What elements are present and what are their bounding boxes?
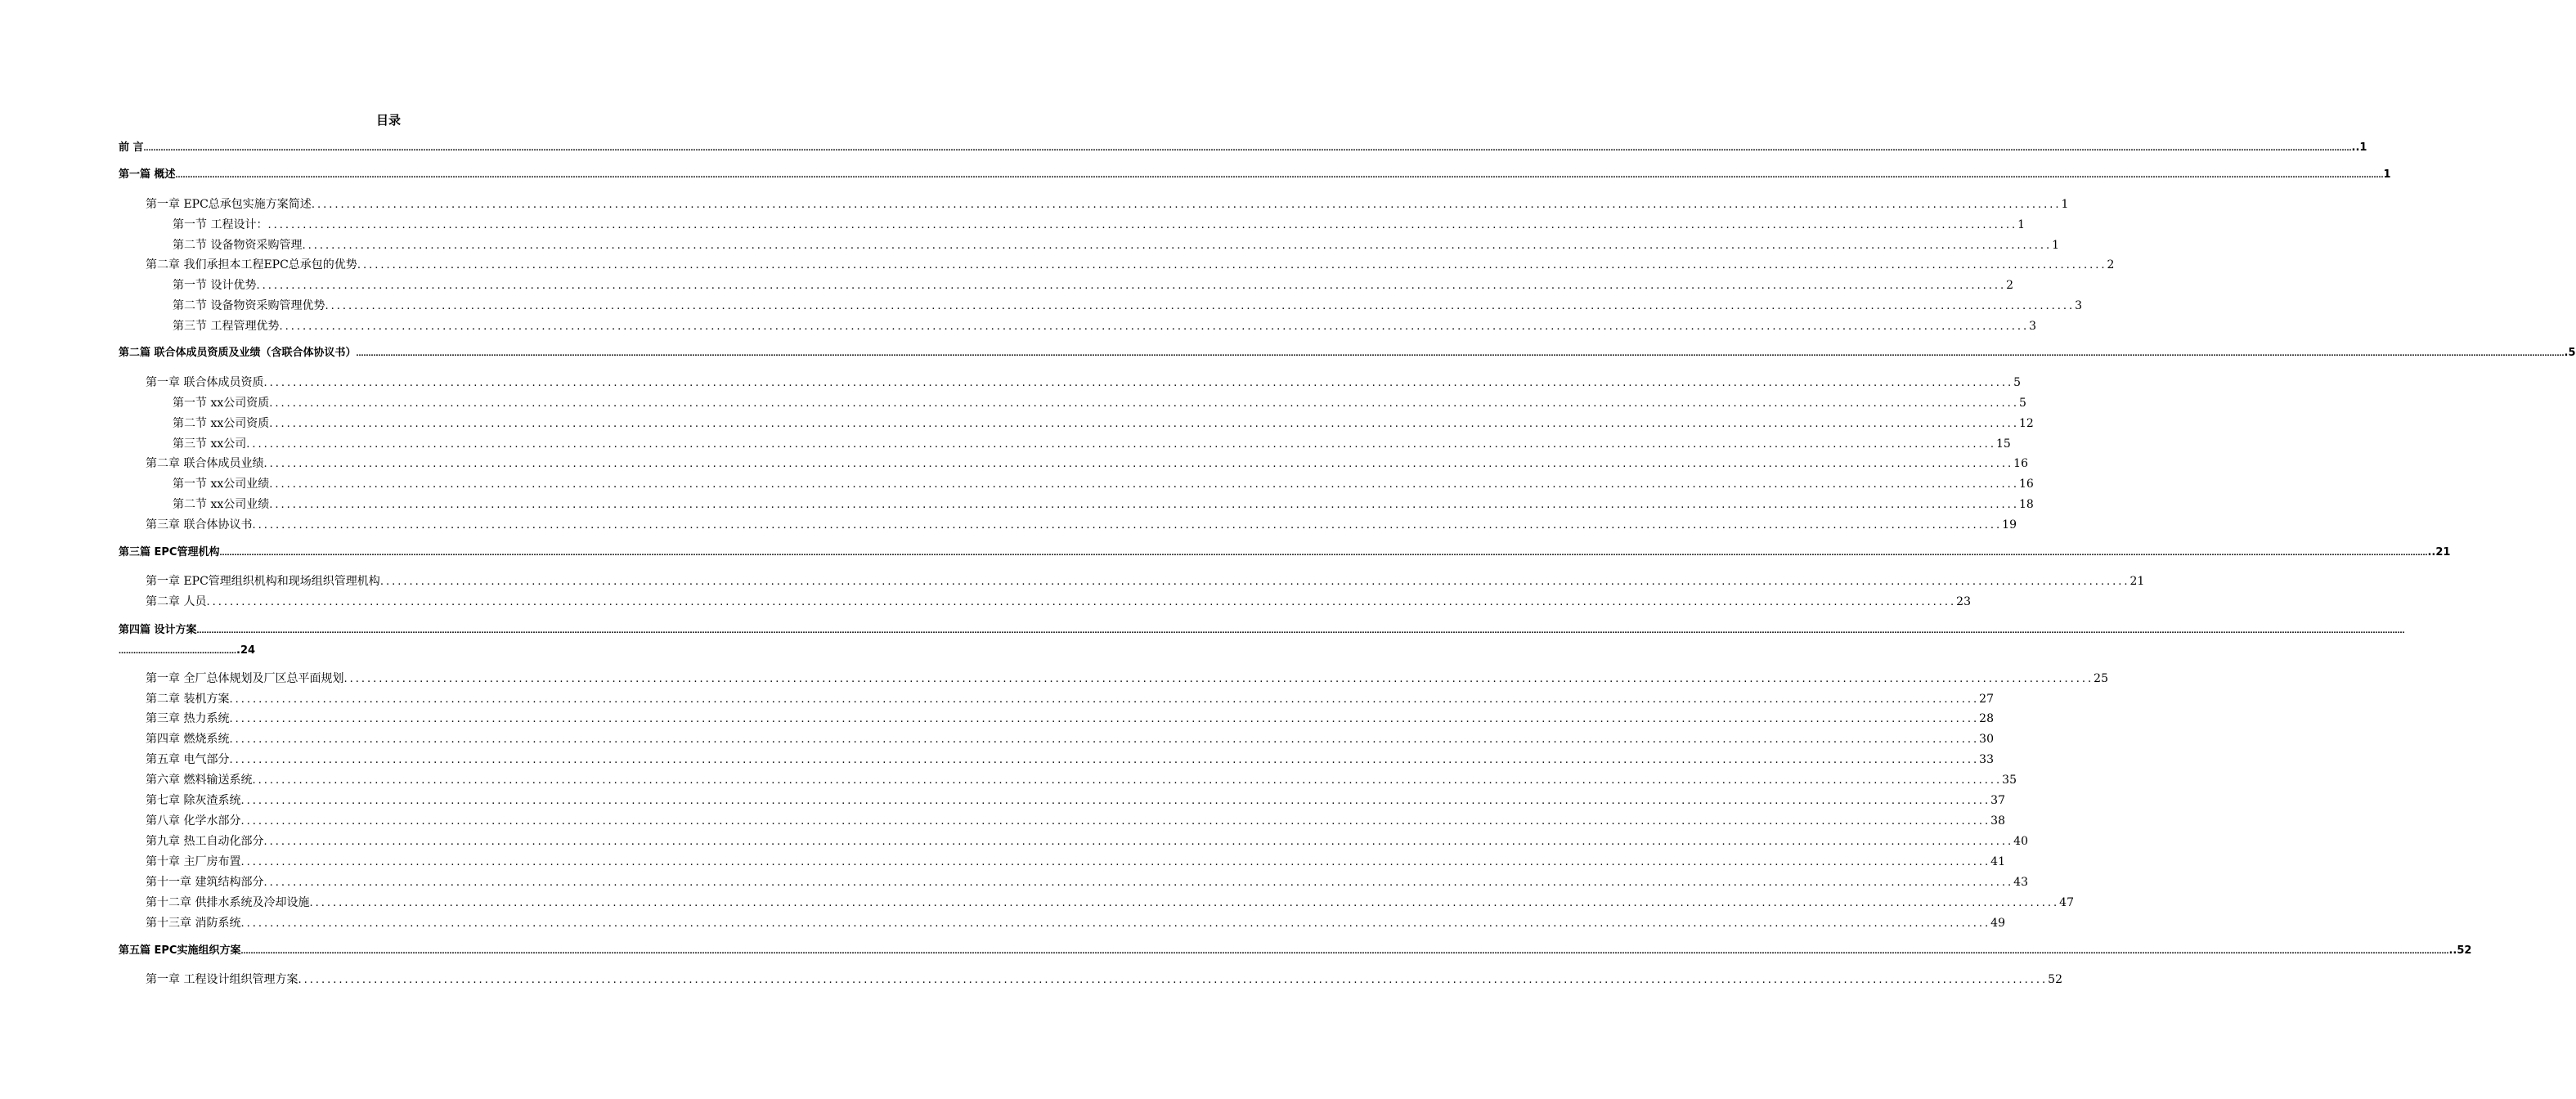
leader-dots: ............................................................................................................................................................................................................................................................................................................ [343,673,2094,685]
page-number: .5 [2564,347,2576,359]
entry-title: 第一章 工程设计组织管理方案 [146,973,298,986]
leader-dots: ............................................................................................................................................................................................................................................................................................................ [263,458,2014,470]
page-number: 35 [2002,774,2017,787]
entry-title: 第三节 工程管理优势 [173,320,280,333]
toc-entry-chap[interactable] [146,256,2115,274]
entry-title: 第四章 燃烧系统 [146,733,230,746]
toc-entry-chap[interactable] [146,730,1994,748]
toc-entry-chap[interactable] [146,873,2028,891]
leader-dots: ............................................................................................................................................................................................................................................................................................................ [279,321,2030,333]
leader-dots: ……………………………………………………………………………………………………………………………………………………………………………………………………………………………………………………………………………………………………………………………………………………………………………………………………………………………………………………………………………………………………………………………………………………………………………………………………………………………………………………………………………………………………………………………………………………………………………………………………………………………… [219,550,2428,558]
leader-dots: ............................................................................................................................................................................................................................................................................................................ [269,418,2019,430]
toc-entry-chap[interactable] [146,771,2017,789]
entry-title: 第三篇 EPC管理机构 [119,546,220,558]
leader-dots: ............................................................................................................................................................................................................................................................................................................ [263,377,2014,389]
entry-title: 第十章 主厂房布置 [146,855,241,868]
page-number: 43 [2013,876,2028,889]
leader-dots: ............................................................................................................................................................................................................................................................................................................ [229,754,1980,766]
page-number: ..52 [2448,944,2472,957]
toc-entry-sec[interactable] [173,475,2034,493]
leader-dots: ……………………………………………………………………………………………………………………………………………………………………………………………………………………………………………………………………………………………………………………………………………………………………………………………………………………………………………………………………………………………………………………………………………………………………………………………………………………………………………………………………………………………………………………………………………………………………………………………………………………………… [196,627,2405,635]
entry-title: 第二章 我们承担本工程EPC总承包的优势 [146,258,357,271]
page-number: 16 [2013,457,2028,470]
leader-dots: ………………………………………… [119,648,236,656]
entry-title: 第九章 热工自动化部分 [146,835,264,848]
entry-title: 第八章 化学水部分 [146,814,241,828]
leader-dots: ............................................................................................................................................................................................................................................................................................................ [229,713,1980,725]
leader-dots: ............................................................................................................................................................................................................................................................................................................ [252,774,2003,787]
page-number: 1 [2052,239,2060,252]
page-number: 40 [2013,835,2028,848]
entry-title: 第七章 除灰渣系统 [146,794,241,807]
toc-entry-chap[interactable] [146,690,1994,708]
leader-dots: ............................................................................................................................................................................................................................................................................................................ [298,974,2049,986]
toc-entry-part[interactable] [119,942,2472,960]
toc-entry-chap[interactable] [146,832,2028,850]
entry-title: 第一章 联合体成员资质 [146,376,264,389]
toc-entry-chap[interactable] [146,195,2069,213]
leader-dots: ............................................................................................................................................................................................................................................................................................................ [240,917,1991,930]
page-number: 28 [1979,712,1994,725]
page-number: 52 [2048,973,2062,986]
toc-entry-sec[interactable] [173,317,2037,335]
entry-title: 第二篇 联合体成员资质及业绩（含联合体协议书） [119,347,357,359]
page-number: 12 [2018,417,2034,430]
page-number: 3 [2075,299,2083,312]
toc-entry-sec[interactable] [173,496,2034,514]
leader-dots: ............................................................................................................................................................................................................................................................................................................ [240,795,1991,807]
leader-dots: ……………………………………………………………………………………………………………………………………………………………………………………………………………………………………………………………………………………………………………………………………………………………………………………………………………………………………………………………………………………………………………………………………………………………………………………………………………………………………………………………………………………………………………………………………………………………………………………………………………………………… [143,145,2352,153]
entry-title: 第二节 xx公司业绩 [173,498,270,511]
leader-dots: ............................................................................................................................................................................................................................................................................................................ [269,499,2019,511]
entry-title: 第二章 联合体成员业绩 [146,457,264,470]
page-number: 2 [2107,258,2115,271]
entry-title: 第六章 燃料输送系统 [146,774,253,787]
toc-entry-chap[interactable] [146,971,2062,989]
toc-entry-chap[interactable] [146,572,2145,590]
page-number: 1 [2383,168,2391,181]
leader-dots: ............................................................................................................................................................................................................................................................................................................ [269,478,2019,491]
entry-title: 前 言 [119,141,144,154]
toc-entry-sec[interactable] [173,394,2026,412]
toc-entry-chap[interactable] [146,853,2005,871]
toc-entry-sec[interactable] [173,236,2060,254]
entry-title: 第十三章 消防系统 [146,917,241,930]
page-number: 2 [2006,279,2014,292]
entry-title: 第五篇 EPC实施组织方案 [119,944,241,957]
page-number: 5 [2018,397,2026,410]
leader-dots: ............................................................................................................................................................................................................................................................................................................ [246,438,1996,451]
toc-entry-cont[interactable] [119,642,255,660]
page-number: 38 [1990,814,2005,828]
entry-title: 第一章 全厂总体规划及厂区总平面规划 [146,672,344,685]
leader-dots: ............................................................................................................................................................................................................................................................................................................ [256,280,2007,292]
toc-title: 目录 [375,113,401,128]
page-number: 33 [1979,753,1994,766]
entry-title: 第四篇 设计方案 [119,624,197,636]
leader-dots: ............................................................................................................................................................................................................................................................................................................ [311,199,2062,211]
leader-dots: ……………………………………………………………………………………………………………………………………………………………………………………………………………………………………………………………………………………………………………………………………………………………………………………………………………………………………………………………………………………………………………………………………………………………………………………………………………………………………………………………………………………………………………………………………………………………………………………………………………………………… [240,948,2449,956]
page-number: 15 [1995,437,2011,451]
leader-dots: ............................................................................................................................................................................................................................................................................................................ [229,693,1980,706]
entry-title: 第一章 EPC总承包实施方案简述 [146,198,312,211]
leader-dots: ............................................................................................................................................................................................................................................................................................................ [325,300,2076,312]
leader-dots: ............................................................................................................................................................................................................................................................................................................ [206,596,1957,608]
toc-entry-chap[interactable] [146,516,2017,534]
toc-entry-part[interactable] [119,344,2576,362]
entry-title: 第十一章 建筑结构部分 [146,876,264,889]
toc-entry-chap[interactable] [146,812,2005,830]
entry-title: 第二节 xx公司资质 [173,417,270,430]
page-number: ..1 [2351,141,2367,154]
toc-entry-chap[interactable] [146,751,1994,769]
entry-title: 第一章 EPC管理组织机构和现场组织管理机构 [146,575,380,588]
entry-title: 第三章 联合体协议书 [146,518,253,532]
page-number: .24 [236,644,256,657]
entry-title: 第一篇 概述 [119,168,176,181]
page-number: 37 [1990,794,2005,807]
leader-dots: ............................................................................................................................................................................................................................................................................................................ [309,897,2060,909]
entry-title: 第一节 工程设计： [173,218,268,231]
page-number: 19 [2002,518,2017,532]
leader-dots: ............................................................................................................................................................................................................................................................................................................ [263,877,2014,889]
leader-dots: ............................................................................................................................................................................................................................................................................................................ [263,836,2014,848]
page-number: 41 [1990,855,2005,868]
entry-title: 第五章 电气部分 [146,753,230,766]
entry-title: 第二章 装机方案 [146,693,230,706]
toc-entry-chap[interactable] [146,670,2108,688]
page-number: 23 [1956,595,1971,608]
leader-dots: ............................................................................................................................................................................................................................................................................................................ [252,519,2003,532]
toc-entry-chap[interactable] [146,374,2022,392]
page-number: 49 [1990,917,2005,930]
page-number: 25 [2094,672,2108,685]
toc-entry-chap[interactable] [146,455,2028,473]
leader-dots: ............................................................................................................................................................................................................................................................................................................ [240,815,1991,828]
toc-entry-part[interactable] [119,139,2367,157]
page-number: ..21 [2427,546,2451,558]
toc-entry-sec[interactable] [173,415,2034,433]
toc-entry-part[interactable] [119,544,2451,562]
page-number: 1 [2017,218,2026,231]
page-number: 30 [1979,733,1994,746]
leader-dots: ............................................................................................................................................................................................................................................................................................................ [302,240,2053,252]
entry-title: 第一节 xx公司资质 [173,397,270,410]
toc-entry-part[interactable] [119,621,2405,639]
leader-dots: ............................................................................................................................................................................................................................................................................................................ [267,219,2018,231]
toc-entry-sec[interactable] [173,297,2083,315]
toc-entry-sec[interactable] [173,276,2014,294]
entry-title: 第十二章 供排水系统及冷却设施 [146,896,310,909]
leader-dots: ............................................................................................................................................................................................................................................................................................................ [357,259,2107,271]
entry-title: 第二节 设备物资采购管理 [173,239,303,252]
entry-title: 第二章 人员 [146,595,207,608]
toc-entry-chap[interactable] [146,593,1971,611]
leader-dots: ……………………………………………………………………………………………………………………………………………………………………………………………………………………………………………………………………………………………………………………………………………………………………………………………………………………………………………………………………………………………………………………………………………………………………………………………………………………………………………………………………………………………………………………………………………………………………………………………………………………………… [356,350,2565,358]
leader-dots: ............................................................................................................................................................................................................................................................................................................ [229,733,1980,746]
leader-dots: ……………………………………………………………………………………………………………………………………………………………………………………………………………………………………………………………………………………………………………………………………………………………………………………………………………………………………………………………………………………………………………………………………………………………………………………………………………………………………………………………………………………………………………………………………………………………………………………………………………………………… [175,172,2384,180]
toc-entry-sec[interactable] [173,435,2011,453]
page-number: 5 [2013,376,2022,389]
toc-entry-chap[interactable] [146,894,2074,912]
page-number: 3 [2029,320,2037,333]
entry-title: 第三章 热力系统 [146,712,230,725]
entry-title: 第二节 设备物资采购管理优势 [173,299,325,312]
leader-dots: ............................................................................................................................................................................................................................................................................................................ [269,397,2019,410]
toc-entry-chap[interactable] [146,792,2005,810]
page-number: 47 [2059,896,2074,909]
page-number: 1 [2061,198,2069,211]
page-number: 21 [2129,575,2145,588]
page-number: 18 [2018,498,2034,511]
entry-title: 第一节 xx公司业绩 [173,478,270,491]
toc-entry-sec[interactable] [173,216,2026,234]
page-number: 27 [1979,693,1994,706]
leader-dots: ............................................................................................................................................................................................................................................................................................................ [240,856,1991,868]
entry-title: 第一节 设计优势 [173,279,257,292]
page-number: 16 [2018,478,2034,491]
leader-dots: ............................................................................................................................................................................................................................................................................................................ [379,576,2130,588]
toc-entry-chap[interactable] [146,710,1994,728]
toc-entry-chap[interactable] [146,914,2005,932]
entry-title: 第三节 xx公司 [173,437,247,451]
toc-entry-part[interactable] [119,166,2391,184]
